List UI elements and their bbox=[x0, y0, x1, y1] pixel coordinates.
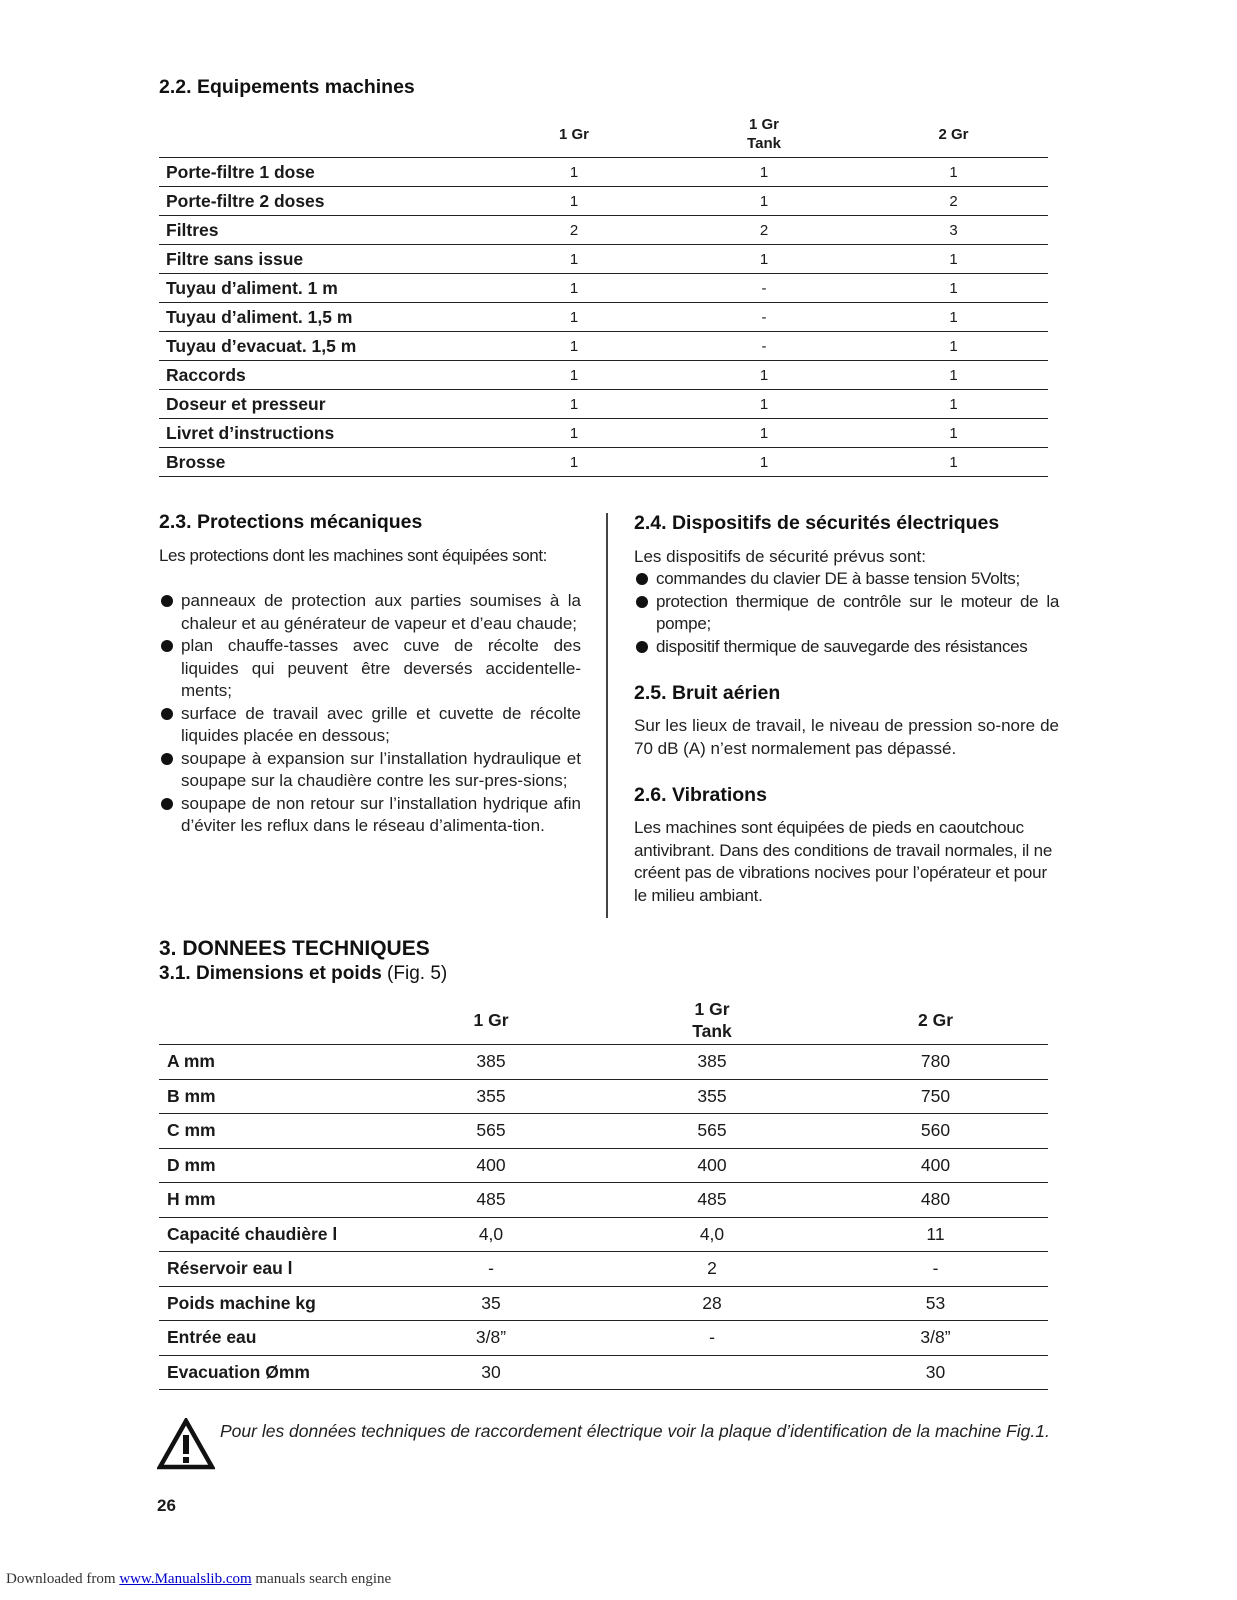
table-cell: 1 bbox=[479, 245, 669, 274]
row-label: Tuyau d’evacuat. 1,5 m bbox=[159, 332, 479, 361]
column-header: 1 Gr Tank bbox=[747, 116, 781, 152]
table-row bbox=[159, 1321, 1048, 1356]
row-label: Capacité chaudière l bbox=[159, 1217, 381, 1252]
bullet-icon bbox=[161, 798, 173, 810]
elec-intro: Les dispositifs de sécurité prévus sont: bbox=[634, 547, 926, 566]
table-cell: 1 bbox=[669, 419, 859, 448]
table-row bbox=[159, 1183, 1048, 1218]
table-cell: 1 bbox=[479, 303, 669, 332]
table-cell: 1 bbox=[669, 390, 859, 419]
table-cell: 1 bbox=[479, 332, 669, 361]
equip-section-title: 2.2. Equipements machines bbox=[159, 76, 415, 98]
elec-safety-list bbox=[634, 568, 1059, 658]
list-item bbox=[159, 635, 581, 703]
table-cell: 1 bbox=[859, 361, 1048, 390]
list-item bbox=[159, 793, 581, 838]
table-row bbox=[159, 1286, 1048, 1321]
mech-section-title: 2.3. Protections mécaniques bbox=[159, 511, 423, 533]
bullet-icon bbox=[636, 596, 648, 608]
table-row bbox=[159, 274, 1048, 303]
row-label: Brosse bbox=[159, 448, 479, 477]
footer-prefix: Downloaded from bbox=[6, 1571, 120, 1587]
table-cell: 2 bbox=[601, 1252, 823, 1287]
table-cell: 480 bbox=[823, 1183, 1048, 1218]
table-cell: 3 bbox=[859, 216, 1048, 245]
row-label: Livret d’instructions bbox=[159, 419, 479, 448]
warning-text: Pour les données techniques de raccordement électrique voir la plaque d’identification de la machine Fig.1. bbox=[220, 1421, 1050, 1441]
list-item-text: commandes du clavier DE à basse tension 5Volts; bbox=[656, 569, 1020, 588]
table-cell: 1 bbox=[669, 245, 859, 274]
table-cell: 1 bbox=[479, 448, 669, 477]
list-item bbox=[634, 568, 1059, 591]
table-cell: - bbox=[669, 274, 859, 303]
row-label: B mm bbox=[159, 1079, 381, 1114]
table-header-row bbox=[159, 996, 1048, 1045]
table-cell: 355 bbox=[381, 1079, 601, 1114]
column-header: 2 Gr bbox=[938, 125, 969, 143]
dimensions-table bbox=[159, 996, 1048, 1390]
table-cell: 28 bbox=[601, 1286, 823, 1321]
table-cell: 750 bbox=[823, 1079, 1048, 1114]
column-header: 2 Gr bbox=[917, 1010, 954, 1030]
table-cell: 1 bbox=[479, 419, 669, 448]
table-cell: 1 bbox=[669, 187, 859, 216]
list-item bbox=[159, 703, 581, 748]
row-label: Porte-filtre 1 dose bbox=[159, 158, 479, 187]
table-row bbox=[159, 1217, 1048, 1252]
table-row bbox=[159, 419, 1048, 448]
table-cell: 1 bbox=[859, 274, 1048, 303]
noise-text: Sur les lieux de travail, le niveau de pression so-nore de 70 dB (A) n’est normalement pas dépassé. bbox=[634, 716, 1059, 758]
table-cell: 385 bbox=[381, 1045, 601, 1080]
table-row bbox=[159, 158, 1048, 187]
table-cell: 1 bbox=[859, 245, 1048, 274]
table-cell: - bbox=[823, 1252, 1048, 1287]
table-row bbox=[159, 245, 1048, 274]
manualslib-link[interactable]: www.Manualslib.com bbox=[119, 1571, 252, 1587]
table-row bbox=[159, 303, 1048, 332]
table-cell bbox=[601, 1355, 823, 1390]
row-label: Poids machine kg bbox=[159, 1286, 381, 1321]
table-cell: 30 bbox=[381, 1355, 601, 1390]
table-cell: 1 bbox=[479, 390, 669, 419]
page-number: 26 bbox=[157, 1496, 176, 1515]
table-cell: 1 bbox=[859, 158, 1048, 187]
footer-suffix: manuals search engine bbox=[251, 1571, 392, 1587]
table-cell: 1 bbox=[859, 448, 1048, 477]
dims-subtitle-text: 3.1. Dimensions et poids bbox=[159, 963, 382, 984]
fig-reference: (Fig. 5) bbox=[381, 963, 448, 984]
table-cell: 1 bbox=[859, 303, 1048, 332]
table-cell: 400 bbox=[601, 1148, 823, 1183]
table-cell: 11 bbox=[823, 1217, 1048, 1252]
column-header: 1 Gr bbox=[473, 1010, 509, 1030]
mech-protection-list bbox=[159, 590, 581, 838]
row-label: Filtres bbox=[159, 216, 479, 245]
table-cell: 1 bbox=[479, 361, 669, 390]
table-cell: 3/8” bbox=[823, 1321, 1048, 1356]
table-row bbox=[159, 1355, 1048, 1390]
table-row bbox=[159, 187, 1048, 216]
table-cell: 35 bbox=[381, 1286, 601, 1321]
table-cell: 4,0 bbox=[601, 1217, 823, 1252]
table-header-row bbox=[159, 111, 1048, 158]
table-row bbox=[159, 1252, 1048, 1287]
list-item-text: panneaux de protection aux parties soumises à la chaleur et au générateur de vapeur et d’eau chaude; bbox=[181, 591, 581, 633]
table-cell: 565 bbox=[601, 1114, 823, 1149]
row-label: D mm bbox=[159, 1148, 381, 1183]
bullet-icon bbox=[161, 595, 173, 607]
table-row bbox=[159, 216, 1048, 245]
table-row bbox=[159, 448, 1048, 477]
bullet-icon bbox=[636, 573, 648, 585]
table-cell: 1 bbox=[479, 158, 669, 187]
table-cell: 2 bbox=[479, 216, 669, 245]
bullet-icon bbox=[636, 641, 648, 653]
vib-section-title: 2.6. Vibrations bbox=[634, 784, 767, 806]
table-cell: 565 bbox=[381, 1114, 601, 1149]
table-cell: 385 bbox=[601, 1045, 823, 1080]
table-cell: 400 bbox=[823, 1148, 1048, 1183]
table-cell: 4,0 bbox=[381, 1217, 601, 1252]
noise-section-title: 2.5. Bruit aérien bbox=[634, 682, 781, 704]
table-cell: 1 bbox=[859, 390, 1048, 419]
table-row bbox=[159, 1045, 1048, 1080]
vib-text: Les machines sont équipées de pieds en caoutchouc antivibrant. Dans des conditions de travail normales, il ne créent pas de vibrations nocives pour l’opérateur et pour le milieu ambiant. bbox=[634, 818, 1053, 905]
row-label: Doseur et presseur bbox=[159, 390, 479, 419]
row-label: Entrée eau bbox=[159, 1321, 381, 1356]
table-cell: 485 bbox=[381, 1183, 601, 1218]
list-item-text: dispositif thermique de sauvegarde des résistances bbox=[656, 636, 1028, 656]
table-cell: 355 bbox=[601, 1079, 823, 1114]
table-row bbox=[159, 1114, 1048, 1149]
list-item bbox=[634, 636, 1059, 659]
table-cell: 2 bbox=[669, 216, 859, 245]
bullet-icon bbox=[161, 708, 173, 720]
column-header: 1 Gr Tank bbox=[692, 999, 732, 1041]
table-row bbox=[159, 361, 1048, 390]
table-cell: 1 bbox=[859, 332, 1048, 361]
row-label: Filtre sans issue bbox=[159, 245, 479, 274]
table-cell: 1 bbox=[669, 361, 859, 390]
list-item-text: soupape à expansion sur l’installation hydraulique et soupape sur la chaudière contre les sur-pres-sions; bbox=[181, 748, 581, 790]
row-label: H mm bbox=[159, 1183, 381, 1218]
list-item bbox=[634, 591, 1059, 636]
list-item-text: plan chauffe-tasses avec cuve de récolte des liquides qui peuvent être deversés accidentelle-ments; bbox=[181, 636, 581, 700]
table-cell: 1 bbox=[669, 448, 859, 477]
table-cell: 560 bbox=[823, 1114, 1048, 1149]
table-row bbox=[159, 1079, 1048, 1114]
row-label: Raccords bbox=[159, 361, 479, 390]
table-cell: 400 bbox=[381, 1148, 601, 1183]
table-cell: - bbox=[669, 332, 859, 361]
table-row bbox=[159, 1148, 1048, 1183]
table-cell: 780 bbox=[823, 1045, 1048, 1080]
row-label: C mm bbox=[159, 1114, 381, 1149]
table-cell: 1 bbox=[669, 158, 859, 187]
table-row bbox=[159, 390, 1048, 419]
row-label: A mm bbox=[159, 1045, 381, 1080]
tech-section-title: 3. DONNEES TECHNIQUES bbox=[159, 937, 430, 960]
warning-triangle-icon bbox=[157, 1418, 215, 1470]
table-cell: 1 bbox=[859, 419, 1048, 448]
mech-intro: Les protections dont les machines sont équipées sont: bbox=[159, 546, 547, 565]
table-cell: 3/8” bbox=[381, 1321, 601, 1356]
table-row bbox=[159, 332, 1048, 361]
row-label: Réservoir eau l bbox=[159, 1252, 381, 1287]
column-header: 1 Gr bbox=[558, 125, 589, 143]
table-cell: 30 bbox=[823, 1355, 1048, 1390]
row-label: Tuyau d’aliment. 1 m bbox=[159, 274, 479, 303]
list-item-text: protection thermique de contrôle sur le moteur de la pompe; bbox=[656, 591, 1059, 633]
list-item-text: soupape de non retour sur l’installation hydrique afin d’éviter les reflux dans le réseau d’alimenta-tion. bbox=[181, 793, 581, 835]
table-cell: - bbox=[601, 1321, 823, 1356]
bullet-icon bbox=[161, 753, 173, 765]
table-cell: - bbox=[669, 303, 859, 332]
table-cell: 1 bbox=[479, 187, 669, 216]
row-label: Evacuation Ømm bbox=[159, 1355, 381, 1390]
table-cell: 53 bbox=[823, 1286, 1048, 1321]
table-cell: 1 bbox=[479, 274, 669, 303]
equipment-table bbox=[159, 111, 1048, 477]
row-label: Porte-filtre 2 doses bbox=[159, 187, 479, 216]
table-cell: 2 bbox=[859, 187, 1048, 216]
column-divider bbox=[606, 513, 608, 918]
list-item-text: surface de travail avec grille et cuvette de récolte liquides placée en dessous; bbox=[181, 703, 581, 745]
table-cell: 485 bbox=[601, 1183, 823, 1218]
dims-subtitle bbox=[159, 963, 447, 985]
row-label: Tuyau d’aliment. 1,5 m bbox=[159, 303, 479, 332]
bullet-icon bbox=[161, 640, 173, 652]
table-cell: - bbox=[381, 1252, 601, 1287]
elec-section-title: 2.4. Dispositifs de sécurités électriques bbox=[634, 512, 1000, 534]
list-item bbox=[159, 748, 581, 793]
download-footer bbox=[6, 1571, 391, 1588]
list-item bbox=[159, 590, 581, 635]
